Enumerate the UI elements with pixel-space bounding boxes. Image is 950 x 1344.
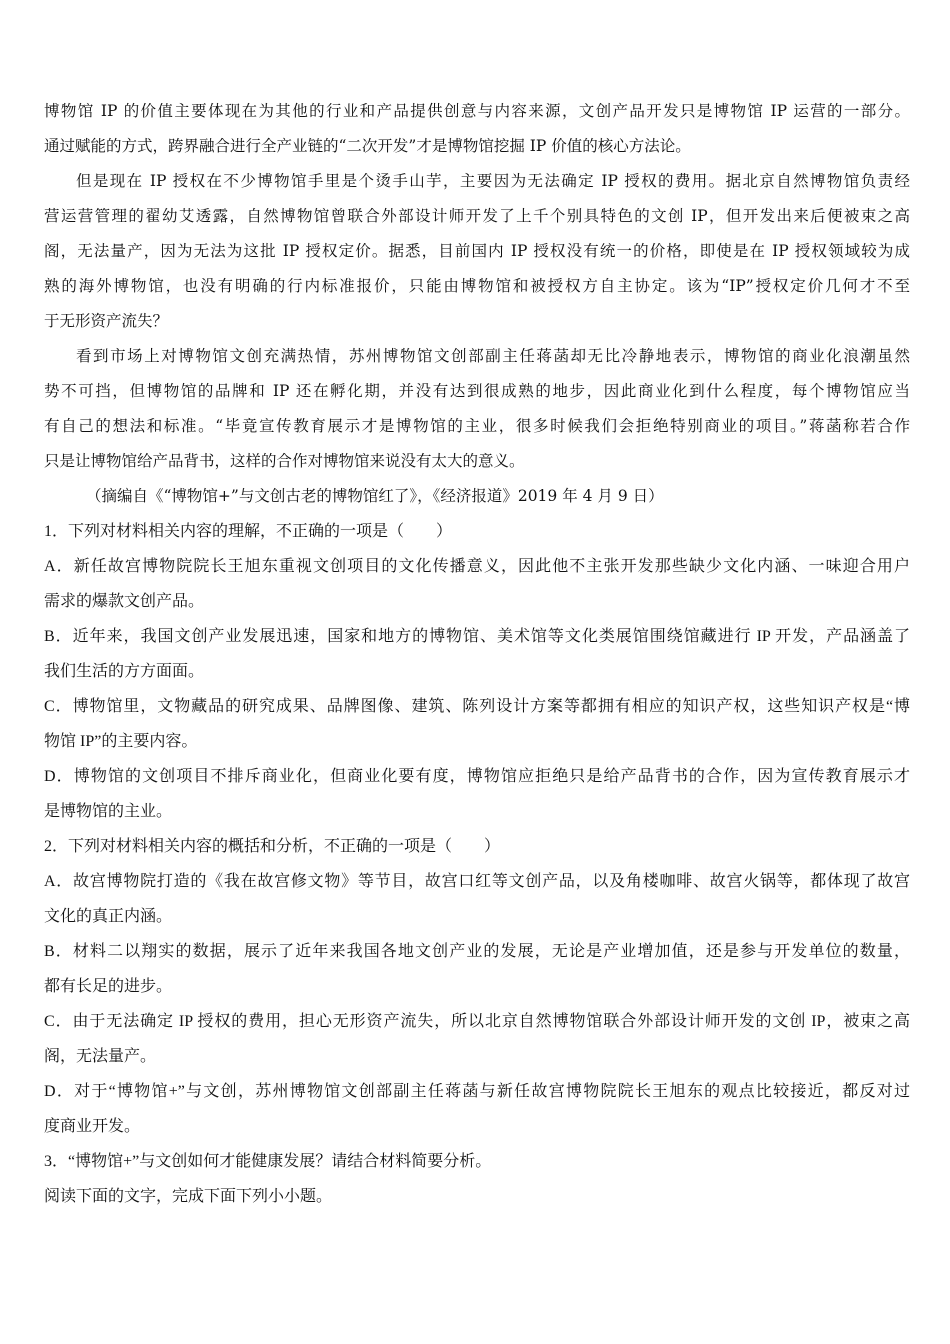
- option-line: D．博物馆的文创项目不排斥商业化，但商业化要有度，博物馆应拒绝只是给产品背书的合作，因为宣传教育展示才: [44, 768, 910, 785]
- option-line: B．材料二以翔实的数据，展示了近年来我国各地文创产业的发展，无论是产业增加值，还是参与开发单位的数量，: [44, 943, 910, 960]
- option-d: [44, 1074, 910, 1144]
- option-c: [44, 689, 910, 759]
- text-line: 营运营管理的翟幼艾透露，自然博物馆曾联合外部设计师开发了上千个别具特色的文创 IP，但开发出来后便被束之高: [44, 207, 910, 225]
- option-c: [44, 1004, 910, 1074]
- text-line: 但是现在 IP 授权在不少博物馆手里是个烫手山芋，主要因为无法确定 IP 授权的费用。据北京自然博物馆负责经: [76, 172, 910, 190]
- passage-paragraph-3: [44, 339, 910, 479]
- option-b: [44, 934, 910, 1004]
- next-section-instruction: 阅读下面的文字，完成下面下列小小题。: [44, 1188, 333, 1205]
- passage-paragraph-1: [44, 94, 910, 164]
- document-content: [44, 94, 910, 1214]
- option-a: [44, 549, 910, 619]
- text-line: 熟的海外博物馆，也没有明确的行内标准报价，只能由博物馆和被授权方自主协定。该为“IP”授权定价几何才不至: [44, 277, 910, 295]
- option-line: D．对于“博物馆+”与文创，苏州博物馆文创部副主任蒋菡与新任故宫博物院院长王旭东的观点比较接近，都反对过: [44, 1083, 910, 1100]
- option-line: C．博物馆里，文物藏品的研究成果、品牌图像、建筑、陈列设计方案等都拥有相应的知识产权，这些知识产权是“博: [44, 698, 910, 715]
- option-b: [44, 619, 910, 689]
- question-3: 3．“博物馆+”与文创如何才能健康发展？请结合材料简要分析。: [44, 1153, 492, 1170]
- text-line: 博物馆 IP 的价值主要体现在为其他的行业和产品提供创意与内容来源，文创产品开发只是博物馆 IP 运营的一部分。: [44, 102, 910, 120]
- option-line: C．由于无法确定 IP 授权的费用，担心无形资产流失，所以北京自然博物馆联合外部设计师开发的文创 IP，被束之高: [44, 1013, 910, 1030]
- text-line: 有自己的想法和标准。“毕竟宣传教育展示才是博物馆的主业，很多时候我们会拒绝特别商业的项目。”蒋菡称若合作: [44, 417, 910, 435]
- text-line: 于无形资产流失？: [44, 312, 169, 330]
- option-line: A．故宫博物院打造的《我在故宫修文物》等节目，故宫口红等文创产品，以及角楼咖啡、故宫火锅等，都体现了故宫: [44, 873, 910, 890]
- question-stem: 1．下列对材料相关内容的理解，不正确的一项是（ ）: [44, 523, 453, 540]
- source-citation: （摘编自《“博物馆+”与文创古老的博物馆红了》，《经济报道》2019 年 4 月 9 日）: [86, 487, 664, 505]
- text-line: 阁，无法量产，因为无法为这批 IP 授权定价。据悉，目前国内 IP 授权没有统一的价格，即使是在 IP 授权领域较为成: [44, 242, 910, 260]
- passage-paragraph-2: [44, 164, 910, 339]
- question-1: [44, 514, 910, 829]
- option-line: 是博物馆的主业。: [44, 803, 173, 820]
- text-line: 只是让博物馆给产品背书，这样的合作对博物馆来说没有太大的意义。: [44, 452, 525, 470]
- option-line: 文化的真正内涵。: [44, 908, 173, 925]
- option-line: A．新任故宫博物院院长王旭东重视文创项目的文化传播意义，因此他不主张开发那些缺少文化内涵、一味迎合用户: [44, 558, 910, 575]
- option-line: 度商业开发。: [44, 1118, 141, 1135]
- option-line: 我们生活的方方面面。: [44, 663, 205, 680]
- option-line: B．近年来，我国文创产业发展迅速，国家和地方的博物馆、美术馆等文化类展馆围绕馆藏进行 IP 开发，产品涵盖了: [44, 628, 910, 645]
- question-stem: 2．下列对材料相关内容的概括和分析，不正确的一项是（ ）: [44, 838, 501, 855]
- option-line: 阁，无法量产。: [44, 1048, 157, 1065]
- option-line: 都有长足的进步。: [44, 978, 173, 995]
- option-line: 需求的爆款文创产品。: [44, 593, 205, 610]
- text-line: 看到市场上对博物馆文创充满热情，苏州博物馆文创部副主任蒋菡却无比冷静地表示，博物馆的商业化浪潮虽然: [76, 347, 910, 365]
- option-line: 物馆 IP”的主要内容。: [44, 733, 198, 750]
- text-line: 势不可挡，但博物馆的品牌和 IP 还在孵化期，并没有达到很成熟的地步，因此商业化到什么程度，每个博物馆应当: [44, 382, 910, 400]
- option-a: [44, 864, 910, 934]
- option-d: [44, 759, 910, 829]
- question-2: [44, 829, 910, 1144]
- text-line: 通过赋能的方式，跨界融合进行全产业链的“二次开发”才是博物馆挖掘 IP 价值的核心方法论。: [44, 137, 691, 155]
